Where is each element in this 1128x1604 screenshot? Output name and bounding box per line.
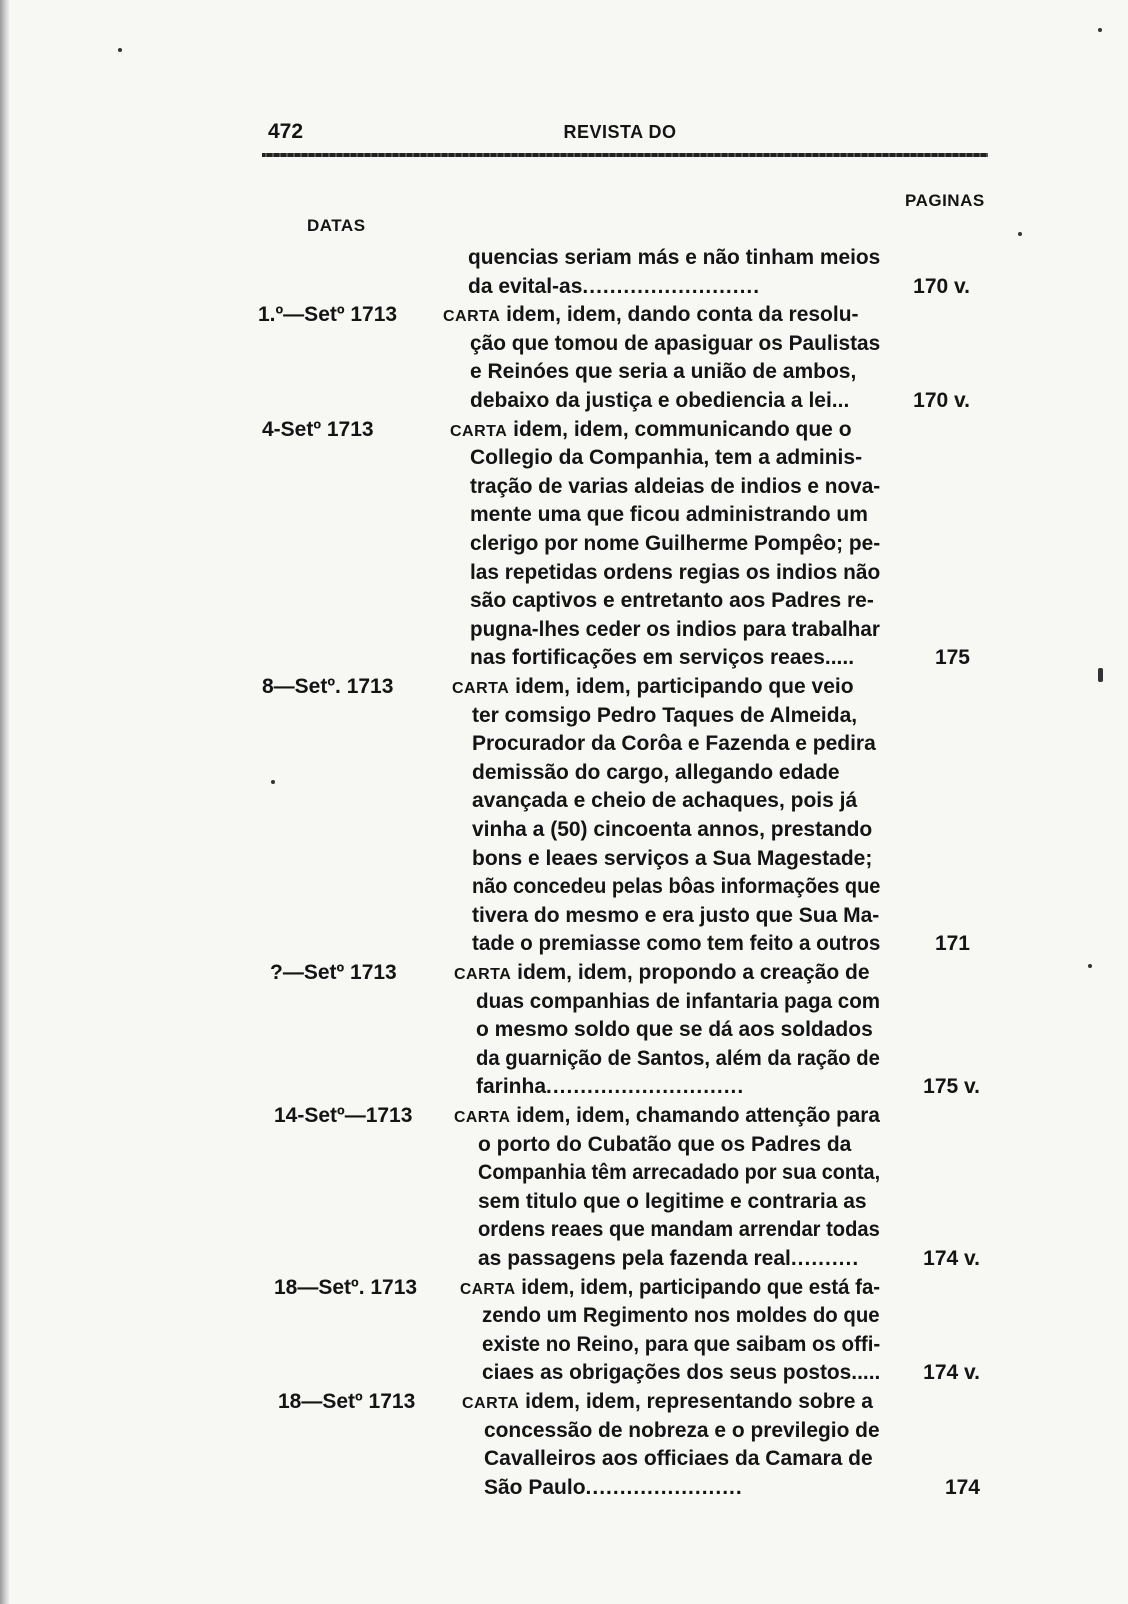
print-speck xyxy=(271,780,275,784)
page-binding-edge xyxy=(0,0,10,1604)
carta-keyword: CARTA xyxy=(454,1109,511,1126)
entry-text: existe no Reino, para que saibam os offi- xyxy=(482,1332,881,1356)
entry-text: farinha xyxy=(476,1075,547,1099)
entry-text-line xyxy=(478,1131,851,1159)
entry-text-line xyxy=(454,959,870,987)
entry-text-line xyxy=(472,759,840,787)
entry-text-line xyxy=(478,1188,867,1216)
entry-text: ção que tomou de apasiguar os Paulistas xyxy=(470,331,881,355)
entry-text: e Reinóes que seria a união de ambos, xyxy=(470,360,857,384)
entry-text: idem, idem, propondo a creação de xyxy=(511,961,870,984)
entry-text: mente uma que ficou administrando um xyxy=(470,503,868,527)
entry-text-line xyxy=(482,1359,880,1387)
entry-text-line xyxy=(478,1245,859,1273)
entry-text-line xyxy=(470,387,849,415)
carta-keyword: CARTA xyxy=(443,308,501,326)
entry-text-line xyxy=(468,244,880,272)
entry-text-line xyxy=(472,873,880,901)
entry-text-line xyxy=(484,1417,880,1445)
entry-text: não concedeu pelas bôas informações que xyxy=(472,875,881,899)
entry-text-line xyxy=(484,1474,743,1502)
entry-text: concessão de nobreza e o previlegio de xyxy=(484,1418,880,1442)
entry-page-ref: 174 xyxy=(944,1475,980,1499)
entry-text: Procurador da Corôa e Fazenda e pedira xyxy=(472,732,876,756)
entry-date: 14-Setº—1713 xyxy=(274,1104,413,1127)
entry-text: as passagens pela fazenda real xyxy=(478,1247,791,1270)
entry-text: idem, idem, dando conta da resolu- xyxy=(500,303,859,327)
entry-text: ter comsigo Pedro Taques de Almeida, xyxy=(472,703,858,727)
entry-text: nas fortificações em serviços reaes..... xyxy=(470,646,855,670)
entry-text: duas companhias de infantaria paga com xyxy=(476,989,881,1013)
entry-text-line xyxy=(460,1274,880,1302)
pages-column-heading: PAGINAS xyxy=(905,191,985,210)
entry-text-line xyxy=(476,988,880,1016)
print-speck xyxy=(1098,668,1103,682)
print-speck xyxy=(1098,28,1102,32)
entry-text: avançada e cheio de achaques, pois já xyxy=(472,789,858,813)
entry-text: clerigo por nome Guilherme Pompêo; pe- xyxy=(470,532,881,555)
entry-text-line xyxy=(478,1159,880,1187)
leader-dots: ............................. xyxy=(546,1075,745,1099)
entry-text-line xyxy=(472,787,857,815)
entry-date: 1.º—Setº 1713 xyxy=(258,303,398,327)
entry-text: da guarnição de Santos, além da ração de xyxy=(476,1046,880,1070)
entry-text-line xyxy=(470,559,880,587)
entry-page-ref: 170 v. xyxy=(913,274,970,298)
entry-text-line xyxy=(478,1216,880,1244)
dates-column-heading: DATAS xyxy=(307,216,366,235)
carta-keyword: CARTA xyxy=(452,680,510,697)
carta-keyword: CARTA xyxy=(462,1395,520,1412)
entry-page-ref: 174 v. xyxy=(923,1247,980,1270)
entry-date: 8—Setº. 1713 xyxy=(262,675,394,698)
entry-text: idem, idem, chamando attenção para xyxy=(510,1104,880,1127)
entry-text-line xyxy=(454,1102,880,1130)
entry-text-line xyxy=(468,273,760,301)
entry-text-line xyxy=(462,1388,873,1416)
entry-text: Cavalleiros aos officiaes da Camara de xyxy=(484,1447,873,1471)
entry-text-line xyxy=(470,473,880,501)
entry-text: São Paulo xyxy=(484,1475,586,1499)
entry-text-line xyxy=(476,1045,880,1073)
entry-date: 18—Setº. 1713 xyxy=(274,1275,418,1299)
running-title: REVISTA DO xyxy=(563,122,677,142)
entry-text-line xyxy=(443,301,859,329)
entry-date: 18—Setº 1713 xyxy=(278,1390,416,1413)
entry-text: tade o premiasse como tem feito a outros xyxy=(472,932,881,956)
entry-text: las repetidas ordens regias os indios não xyxy=(470,560,881,584)
entry-text-line xyxy=(470,587,874,615)
entry-text-line xyxy=(472,930,880,958)
entry-text: demissão do cargo, allegando edade xyxy=(472,760,840,784)
entry-page-ref: 171 xyxy=(934,932,970,956)
entry-text-line xyxy=(470,444,862,472)
entry-text-line xyxy=(470,358,856,386)
entry-text-line xyxy=(470,616,880,644)
entry-page-ref: 175 v. xyxy=(923,1075,980,1099)
entry-text: tração de varias aldeias de indios e nova- xyxy=(470,474,881,498)
entry-text-line xyxy=(472,845,872,873)
entry-text: sem titulo que o legitime e contraria as xyxy=(478,1189,867,1213)
entry-text: idem, idem, participando que está fa- xyxy=(515,1275,881,1299)
entry-text: o porto do Cubatão que os Padres da xyxy=(478,1132,852,1156)
entry-text: o mesmo soldo que se dá aos soldados xyxy=(476,1018,873,1042)
leader-dots: .......... xyxy=(790,1247,860,1270)
entry-page-ref: 170 v. xyxy=(913,389,970,412)
entry-text: vinha a (50) cincoenta annos, prestando xyxy=(472,818,873,841)
entry-text: Companhia têm arrecadado por sua conta, xyxy=(478,1161,881,1185)
entry-text: são captivos e entretanto aos Padres re- xyxy=(470,589,874,613)
entry-text: idem, idem, communicando que o xyxy=(507,417,852,441)
page-number: 472 xyxy=(268,120,304,143)
entry-text-line xyxy=(470,501,868,529)
entry-text: ordens reaes que mandam arrendar todas xyxy=(478,1218,880,1242)
entry-text: tivera do mesmo e era justo que Sua Ma- xyxy=(472,903,880,927)
carta-keyword: CARTA xyxy=(460,1280,516,1298)
entry-text-line xyxy=(470,330,880,358)
leader-dots: ....................... xyxy=(585,1475,743,1499)
entry-text-line xyxy=(472,816,872,844)
entry-text: idem, idem, representando sobre a xyxy=(519,1390,873,1413)
entry-text-line xyxy=(476,1073,744,1101)
entry-text-line xyxy=(472,902,879,930)
entry-text: quencias seriam más e não tinham meios xyxy=(468,246,881,269)
entry-text-line xyxy=(470,530,880,558)
entry-text-line xyxy=(476,1016,873,1044)
entry-text-line xyxy=(484,1445,873,1473)
print-speck xyxy=(1018,232,1022,236)
entry-page-ref: 174 v. xyxy=(923,1361,980,1385)
carta-keyword: CARTA xyxy=(450,422,508,440)
entry-text-line xyxy=(452,673,854,701)
entry-text: zendo um Regimento nos moldes do que xyxy=(482,1304,880,1328)
header-rule xyxy=(262,153,988,157)
entry-text-line xyxy=(450,416,852,444)
entry-text-line xyxy=(482,1302,880,1330)
entry-date: 4-Setº 1713 xyxy=(262,417,374,441)
entry-text: bons e leaes serviços a Sua Magestade; xyxy=(472,846,873,870)
entry-text: Collegio da Companhia, tem a adminis- xyxy=(470,446,863,470)
entry-text-line xyxy=(470,644,854,672)
entry-page-ref: 175 xyxy=(934,646,970,670)
entry-text: idem, idem, participando que veio xyxy=(509,675,854,698)
print-speck xyxy=(1088,964,1092,968)
entry-text: ciaes as obrigações dos seus postos..... xyxy=(482,1361,881,1385)
leader-dots: .......................... xyxy=(582,274,761,298)
entry-text-line xyxy=(472,730,876,758)
entry-text-line xyxy=(472,702,857,730)
carta-keyword: CARTA xyxy=(454,966,512,983)
entry-text: pugna-lhes ceder os indios para trabalhar xyxy=(470,617,880,641)
entry-text-line xyxy=(482,1331,880,1359)
print-speck xyxy=(118,48,122,52)
entry-date: ?—Setº 1713 xyxy=(270,961,397,984)
entry-text: debaixo da justiça e obediencia a lei... xyxy=(470,389,850,412)
running-header xyxy=(0,120,1128,150)
entry-text: da evital-as xyxy=(468,274,583,298)
